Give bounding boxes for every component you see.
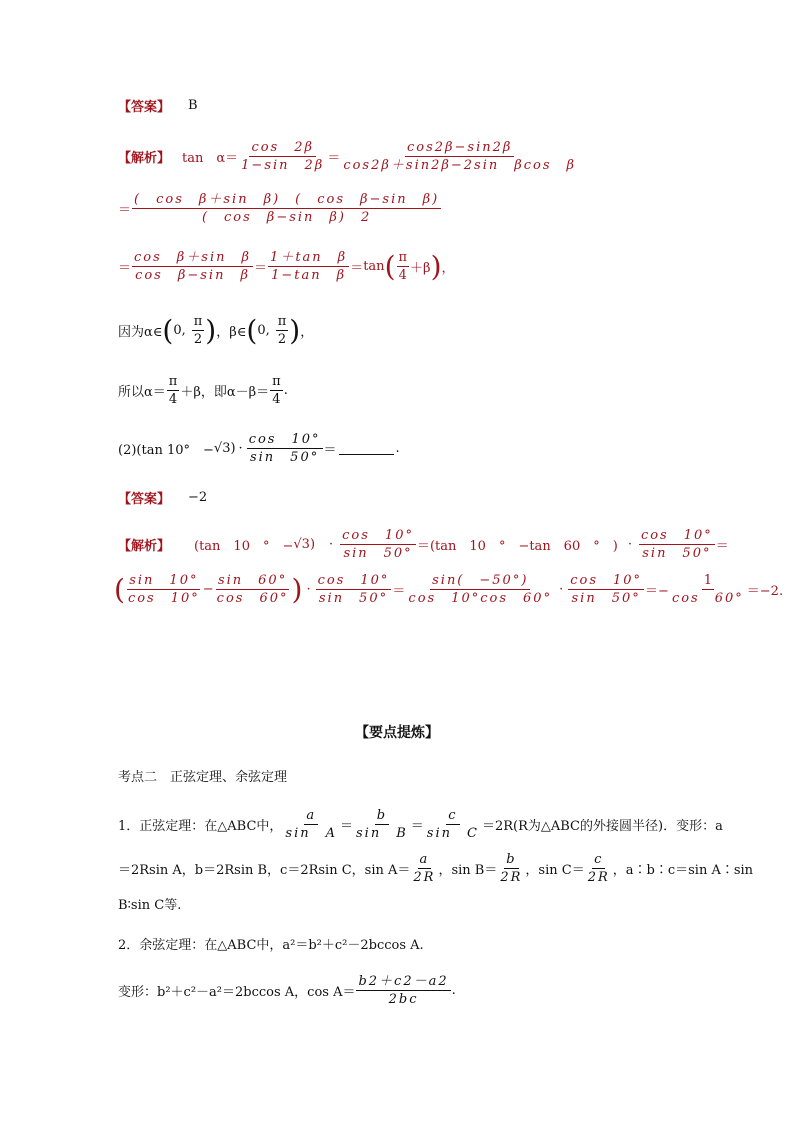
fraction [670, 573, 746, 606]
fraction-denominator: 4 [398, 268, 407, 283]
left-paren: ( [246, 313, 258, 347]
fraction-denominator: sin 50° [343, 546, 413, 561]
tan-difference-text: ＝(tan 10 ° −tan 60 ° ) [416, 539, 618, 554]
fraction-denominator: cos 10°cos 60° [408, 591, 553, 606]
equals: ＝ [118, 203, 132, 218]
fraction-numerator: π [193, 314, 203, 329]
analysis2-line-1 [118, 528, 729, 561]
analysis-line-2 [118, 192, 442, 225]
fraction-numerator: cos 10° [342, 528, 414, 543]
fraction-numerator: π [168, 374, 178, 389]
fraction-denominator: cos 60° [671, 591, 744, 606]
sine-theorem-line-2 [118, 852, 753, 885]
fraction-denominator: sin 50° [318, 591, 389, 606]
tan10-text: (tan 10 ° − [194, 539, 294, 554]
fraction [397, 250, 410, 283]
equals: ＝ [323, 443, 337, 458]
because-text: 因为α∈ [118, 325, 163, 340]
fraction-denominator: 2R [500, 870, 523, 885]
left-paren: ( [384, 249, 396, 283]
equals: ＝ [254, 261, 268, 276]
analysis-line-4 [118, 314, 313, 347]
equals: ＝ [350, 261, 364, 276]
tan-text: tan [363, 259, 385, 274]
fraction-numerator: cos 10° [570, 573, 643, 588]
fraction-denominator: cos2β＋sin2β−2sin βcos β [343, 158, 577, 173]
sine-theorem-line-1 [118, 808, 723, 841]
fraction [341, 140, 578, 173]
fraction [268, 250, 349, 283]
right-paren: ) [205, 313, 217, 347]
period: . [451, 983, 456, 998]
dot: · [329, 537, 334, 552]
fraction [316, 573, 392, 606]
right-paren: ) [430, 249, 442, 283]
ratio-end-text: B∶sin C等. [118, 898, 182, 913]
answer-label: 【答案】 [118, 492, 171, 507]
equals: ＝ [392, 584, 406, 599]
sine-theorem-prefix: 1．正弦定理：在△ABC中， [118, 819, 283, 834]
comma: ， [300, 325, 314, 340]
fraction-numerator: cos 2β [251, 140, 315, 155]
answer-value: −2 [188, 490, 208, 505]
section-heading: 【要点提炼】 [355, 725, 439, 741]
fraction-denominator: 2 [193, 332, 203, 347]
fraction [568, 573, 644, 606]
dot: · [306, 582, 311, 597]
fraction-numerator: b [506, 852, 517, 867]
zero: 0, [173, 323, 186, 338]
dot: · [238, 441, 243, 456]
fraction [132, 250, 253, 283]
tan-alpha-text: tan α＝ [182, 151, 239, 166]
fraction-denominator: cos 60° [216, 591, 289, 606]
fraction [411, 852, 437, 885]
fraction-denominator: 1−tan β [271, 268, 347, 283]
period: . [283, 383, 288, 398]
minus: − [202, 582, 214, 597]
plus-beta-text: ＋β，即α－β＝ [180, 385, 270, 400]
fraction-numerator: π [277, 314, 287, 329]
fraction-denominator: sin B [356, 826, 408, 841]
fraction [340, 528, 416, 561]
answer-blank [339, 442, 394, 455]
fraction-numerator: cos 10° [317, 573, 390, 588]
fraction [167, 374, 180, 407]
fraction [192, 314, 205, 347]
fraction-denominator: sin 50° [642, 546, 712, 561]
sine-theorem-suffix: ＝2R(R为△ABC的外接圆半径)．变形：a [481, 819, 723, 834]
fraction-denominator: sin A [285, 826, 337, 841]
answer-label: 【答案】 [118, 100, 171, 115]
left-paren: ( [114, 572, 125, 606]
fraction-denominator: 4 [168, 392, 178, 407]
cosine-variant-line [118, 974, 456, 1007]
fraction-numerator: cos 10° [248, 432, 321, 447]
fraction [406, 573, 554, 606]
so-text: 所以α＝ [118, 385, 166, 400]
fraction-denominator: 2 [277, 332, 287, 347]
equals: ＝ [118, 261, 132, 276]
dot: · [559, 582, 564, 597]
fraction [247, 432, 323, 465]
question-prefix: (2)(tan 10° − [118, 443, 214, 458]
fraction-numerator: sin 60° [217, 573, 288, 588]
fraction-denominator: ( cos β−sin β) 2 [201, 210, 372, 225]
fraction-numerator: sin 10° [129, 573, 199, 588]
equals: ＝ [410, 819, 424, 834]
fraction [586, 852, 612, 885]
zero: 0, [257, 323, 270, 338]
sinC-text: ，sin C＝ [525, 863, 585, 878]
answer-line-2 [118, 488, 207, 507]
fraction [283, 808, 339, 841]
fraction [354, 808, 410, 841]
analysis-label: 【解析】 [118, 539, 171, 554]
fraction [498, 852, 524, 885]
fraction-numerator: π [272, 374, 281, 389]
fraction-denominator: cos 10° [127, 591, 200, 606]
right-paren: ) [289, 313, 301, 347]
topic-text: 考点二 正弦定理、余弦定理 [118, 770, 288, 785]
cosine-theorem-line [118, 934, 424, 953]
period: . [395, 441, 400, 456]
fraction-denominator: 4 [272, 392, 281, 407]
fraction-denominator: cos β−sin β [135, 268, 250, 283]
sine-variant-prefix: ＝2Rsin A，b＝2Rsin B，c＝2Rsin C，sin A＝ [118, 863, 411, 878]
fraction [132, 192, 441, 225]
answer-value: B [188, 98, 198, 113]
fraction [276, 314, 289, 347]
equals: ＝ [340, 819, 354, 834]
analysis2-line-2 [114, 573, 783, 606]
analysis-label: 【解析】 [118, 151, 171, 166]
fraction-denominator: 2R [413, 870, 436, 885]
plus-beta: ＋β [410, 261, 431, 276]
analysis-line-1 [118, 140, 579, 173]
fraction-denominator: 2bc [388, 992, 419, 1007]
fraction-numerator: a [306, 808, 317, 823]
dot: · [627, 537, 632, 552]
fraction [270, 374, 283, 407]
fraction-numerator: ( cos β＋sin β) ( cos β−sin β) [134, 192, 440, 207]
beta-in-text: ，β∈ [216, 325, 247, 340]
sinB-text: ，sin B＝ [438, 863, 498, 878]
sine-theorem-line-3 [118, 894, 181, 913]
fraction-numerator: c [594, 852, 604, 867]
equals: ＝ [715, 539, 729, 554]
sqrt3: √3 [213, 441, 231, 456]
ratio-text: ，a∶b∶c＝sin A∶sin [612, 863, 754, 878]
fraction-numerator: 1 [703, 573, 712, 588]
fraction-denominator: sin 50° [249, 450, 320, 465]
fraction [126, 573, 202, 606]
fraction [215, 573, 291, 606]
cosine-theorem-text: 2．余弦定理：在△ABC中，a²＝b²＋c²－2bccos A. [118, 938, 424, 953]
equals: ＝ [327, 151, 341, 166]
fraction-numerator: c [448, 808, 458, 823]
fraction [639, 528, 715, 561]
answer-line-1 [118, 96, 198, 115]
right-paren: ) [291, 572, 303, 606]
fraction [239, 140, 326, 173]
fraction [425, 808, 481, 841]
analysis-line-3 [118, 250, 455, 283]
topic-title [118, 766, 287, 785]
fraction-numerator: b [376, 808, 388, 823]
fraction-numerator: b2＋c2－a2 [358, 974, 449, 989]
fraction-numerator: cos2β−sin2β [406, 140, 513, 155]
analysis-line-5 [118, 374, 288, 407]
fraction-numerator: cos 10° [640, 528, 713, 543]
fraction-numerator: sin( −50°) [432, 573, 529, 588]
close-paren: ) [309, 537, 316, 552]
sqrt3: √3 [293, 537, 310, 552]
final-result: ＝−2. [746, 584, 784, 599]
cosine-variant-prefix: 变形：b²＋c²－a²＝2bccos A，cos A＝ [118, 985, 356, 1000]
equals-negative: ＝− [645, 584, 669, 599]
fraction-numerator: cos β＋sin β [134, 250, 252, 265]
close-paren: ) [230, 441, 236, 456]
fraction-numerator: a [419, 852, 430, 867]
comma: ， [441, 261, 455, 276]
fraction-numerator: 1＋tan β [270, 250, 348, 265]
fraction-numerator: π [398, 250, 408, 265]
fraction-denominator: sin C [426, 826, 479, 841]
left-paren: ( [162, 313, 174, 347]
fraction-denominator: sin 50° [571, 591, 641, 606]
question-2 [118, 432, 400, 465]
fraction-denominator: 1−sin 2β [241, 158, 325, 173]
fraction [356, 974, 450, 1007]
fraction-denominator: 2R [587, 870, 610, 885]
